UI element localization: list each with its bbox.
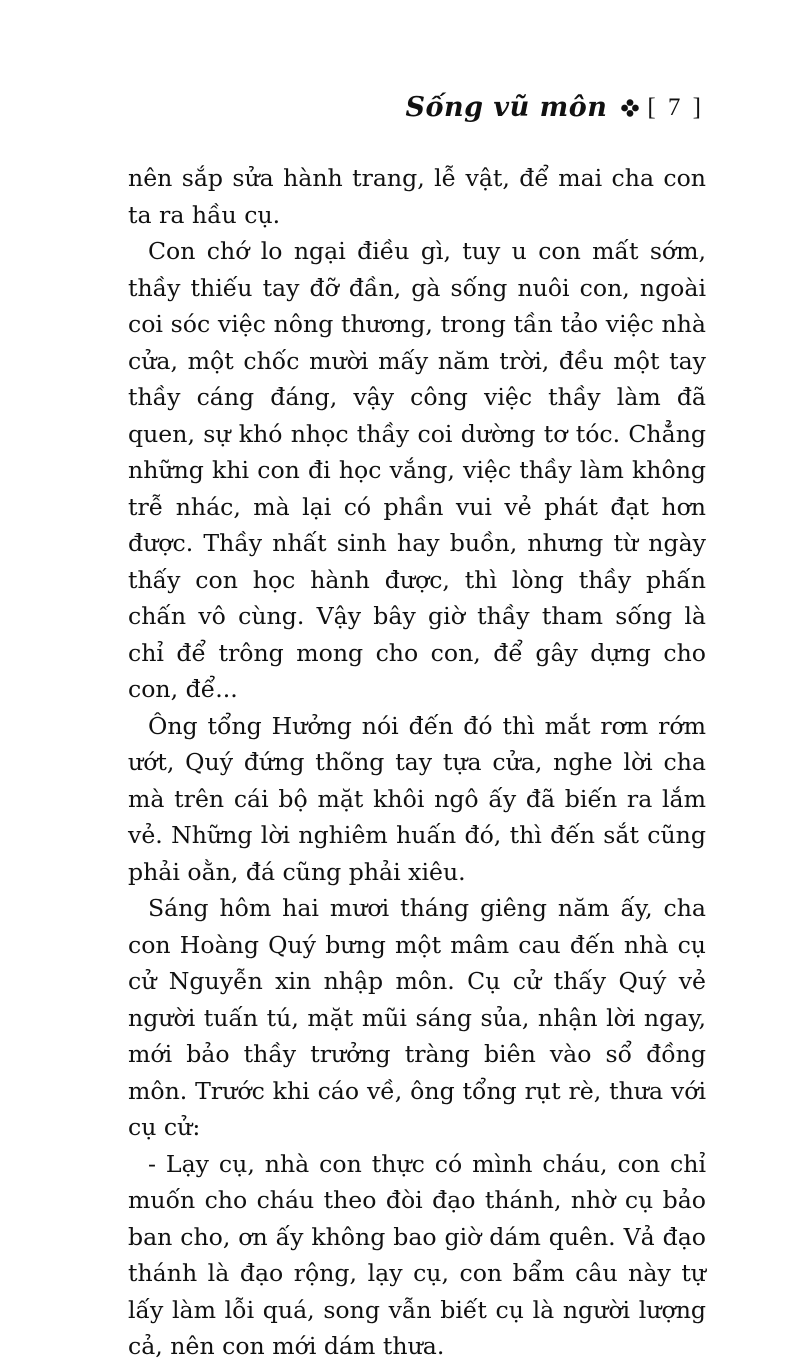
running-header [406,92,705,123]
book-title: Sống vũ môn [405,92,608,123]
paragraph-5: - Lạy cụ, nhà con thực có mình cháu, con chỉ muốn cho cháu theo đòi đạo thánh, nhờ cụ bảo ban cho, ơn ấy không bao giờ dám quên. Vả đạo thánh là đạo rộng, lạy cụ, con bẩm câu này tự lấy làm lỗi quá, song vẫn biết cụ là người lượng cả, nên con mới dám thưa. [128,1149,706,1360]
paragraph-1: nên sắp sửa hành trang, lễ vật, để mai cha con ta ra hầu cụ. [128,164,706,229]
paragraph-3: Ông tổng Hưởng nói đến đó thì mắt rơm rớm ướt, Quý đứng thõng tay tựa cửa, nghe lời cha mà trên cái bộ mặt khôi ngô ấy đã biến ra lắm vẻ. Những lời nghiêm huấn đó, thì đến sắt cũng phải oằn, đá cũng phải xiêu. [128,711,706,886]
flower-icon [621,99,639,117]
page-number: [ 7 ] [647,93,704,121]
paragraph-4: Sáng hôm hai mươi tháng giêng năm ấy, cha con Hoàng Quý bưng một mâm cau đến nhà cụ cử Nguyễn xin nhập môn. Cụ cử thấy Quý vẻ người tuấn tú, mặt mũi sáng sủa, nhận lời ngay, mới bảo thầy trưởng tràng biên vào sổ đồng môn. Trước khi cáo về, ông tổng rụt rè, thưa với cụ cử: [128,894,706,1141]
paragraph-2: Con chớ lo ngại điều gì, tuy u con mất sớm, thầy thiếu tay đỡ đần, gà sống nuôi con, ngoài coi sóc việc nông thương, trong tần tảo việc nhà cửa, một chốc mười mấy năm trời, đều một tay thầy cáng đáng, vậy công việc thầy làm đã quen, sự khó nhọc thầy coi dường tơ tóc. Chẳng những khi con đi học vắng, việc thầy làm không trễ nhác, mà lại có phần vui vẻ phát đạt hơn được. Thầy nhất sinh hay buồn, nhưng từ ngày thấy con học hành được, thì lòng thầy phấn chấn vô cùng. Vậy bây giờ thầy tham sống là chỉ để trông mong cho con, để gây dựng cho con, để... [128,237,706,703]
body-text [128,160,706,1365]
